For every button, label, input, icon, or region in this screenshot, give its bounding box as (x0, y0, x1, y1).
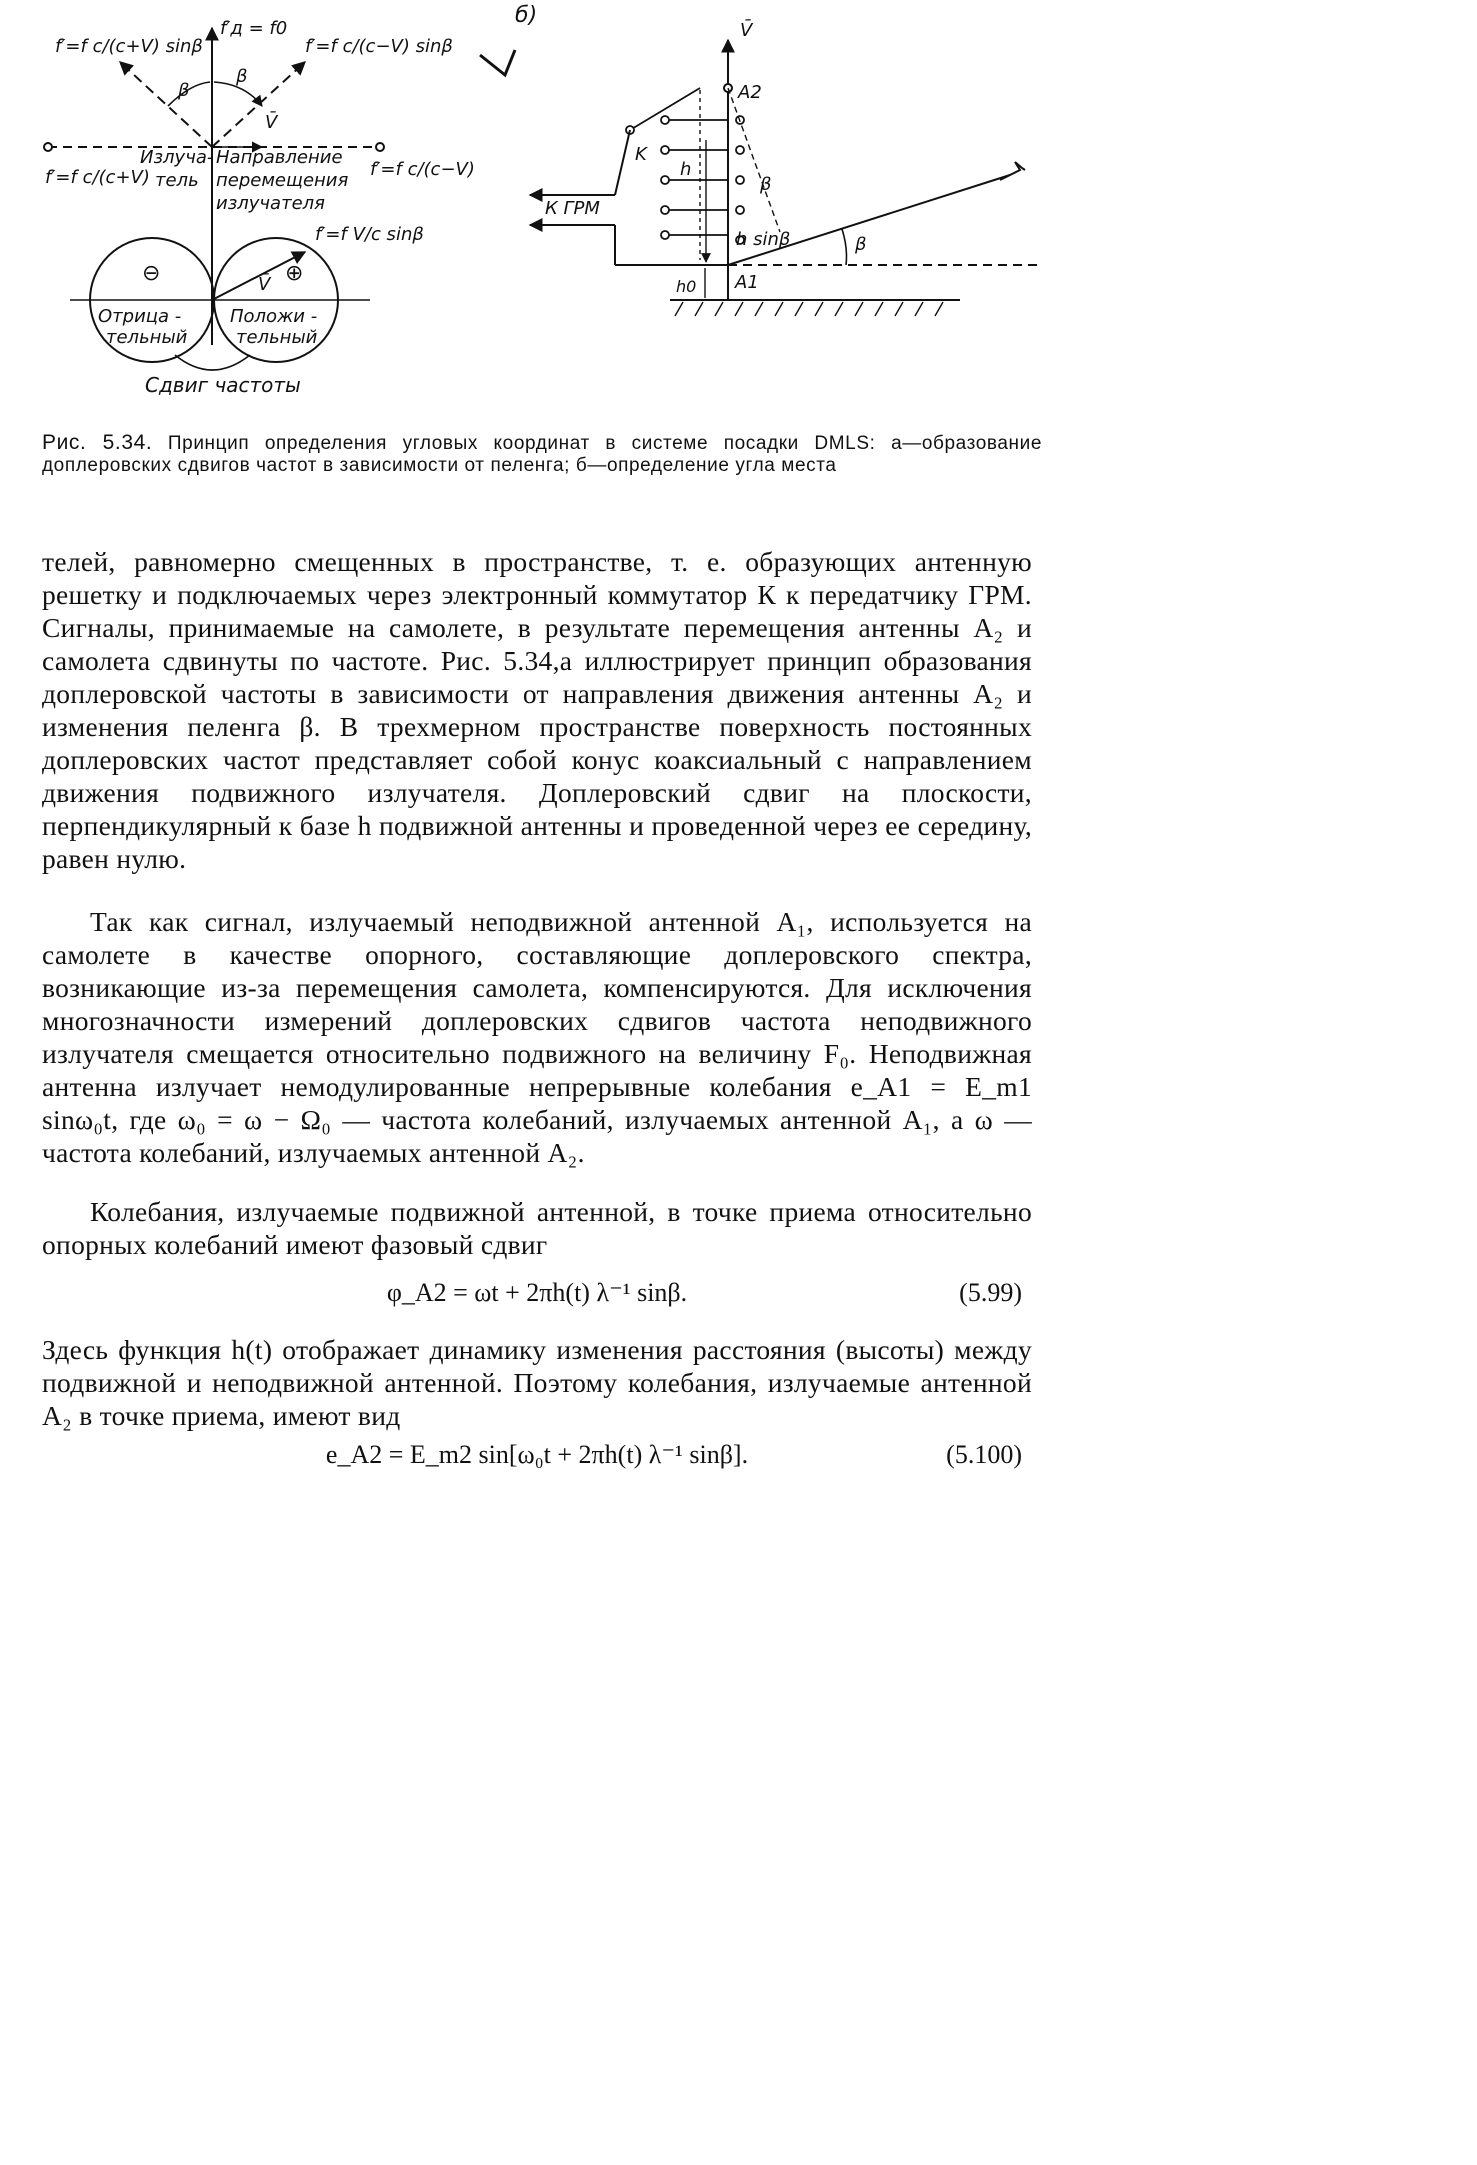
negative-line1: Отрица - (98, 306, 182, 327)
direction-line2: перемещения (216, 170, 349, 191)
k-label: K (635, 144, 647, 165)
h-label: h (680, 159, 692, 180)
equation-5-100 (42, 1440, 1032, 1480)
label-right-oblique: f′=f c/(c−V) sinβ (305, 36, 453, 57)
label-left-oblique: f′=f c/(c+V) sinβ (55, 36, 203, 57)
caption-text: Принцип определения угловых координат в системе посадки DMLS: а—образование доплеровских сдвигов частот в зависимости от пеленга; б—определение угла места (42, 433, 1042, 476)
paragraph-2-text: Так как сигнал, излучаемый неподвижной антенной A₁, используется на самолете в качестве опорного, составляющие доплеровского спектра, возникающие из-за перемещения самолета, компенсируются. Для исключения многозначности измерений доплеровских сдвигов частота неподвижного излучателя смещается относительно подвижного на величину F₀. Неподвижная антенна излучает немодулированные непрерывные колебания e_A1 = E_m1 sinω₀t, где ω₀ = ω − Ω₀ — частота колебаний, излучаемых антенной A₁, а ω — частота колебаний, излучаемых антенной A₂. (42, 906, 1032, 1168)
label-left-horizontal: f′=f c/(c+V) (45, 167, 150, 188)
beta-left: β (178, 80, 190, 101)
label-bottom-right: f′=f V/c sinβ (315, 224, 424, 245)
equation-5-99 (42, 1278, 1032, 1318)
paragraph-4-text: Здесь функция h(t) отображает динамику изменения расстояния (высоты) между подвижной и неподвижной антенной. Поэтому колебания, излучаемые антенной A₂ в точке приема, имеют вид (42, 1334, 1032, 1431)
paragraph-1-text: телей, равномерно смещенных в пространстве, т. е. образующих антенную решетку и подключаемых через электронный коммутатор К к передатчику ГРМ. Сигналы, принимаемые на самолете, в результате перемещения антенны A₂ и самолета сдвинуты по частоте. Рис. 5.34,а иллюстрирует принцип образования доплеровской частоты в зависимости от направления движения антенны A₂ и изменения пеленга β. В трехмерном пространстве поверхность постоянных доплеровских частот представляет собой конус коаксиальный с направлением движения подвижного излучателя. Доплеровский сдвиг на плоскости, перпендикулярный к базе h подвижной антенны и проведенной через ее середину, равен нулю. (42, 546, 1032, 874)
beta-angle-label: β (855, 234, 867, 255)
label-fd: f′д = f0 (220, 18, 288, 39)
emitter-line2: тель (155, 170, 199, 191)
negative-line2: тельный (106, 327, 188, 348)
equation-5-99-number: (5.99) (959, 1278, 1022, 1307)
figure-caption (42, 432, 1042, 477)
left-diagonal (120, 62, 212, 147)
paragraph-2 (42, 905, 1032, 1169)
positive-line2: тельный (236, 327, 318, 348)
equation-5-99-formula: φ_A2 = ωt + 2πh(t) λ⁻¹ sinβ. (386, 1278, 688, 1307)
direction-line1: Направление (216, 147, 343, 168)
figure-number: Рис. 5.34. (42, 431, 153, 454)
beta-right: β (236, 66, 248, 87)
panel-label-b: б) (515, 3, 538, 28)
hsin-label: h sinβ (736, 229, 791, 250)
v-label-a: V̄ (265, 112, 278, 133)
grm-label: К ГРМ (545, 198, 600, 219)
label-right-horizontal: f′=f c/(c−V) (370, 159, 475, 180)
paragraph-1 (42, 545, 1032, 875)
equation-5-100-number: (5.100) (946, 1440, 1022, 1469)
emitter-line1: Излуча- (140, 147, 214, 168)
figure-5-34 (0, 0, 1077, 420)
a2-label: A2 (738, 82, 762, 103)
paragraph-4 (42, 1333, 1032, 1432)
plus-sign: ⊕ (285, 261, 304, 286)
positive-line1: Положи - (230, 306, 318, 327)
shift-label: Сдвиг частоты (145, 373, 301, 397)
right-diagonal (212, 62, 305, 147)
v-label-b: V̄ (740, 20, 753, 41)
beta-label-b: β (760, 174, 772, 195)
v-circle-label: V̄ (258, 274, 271, 295)
direction-line3: излучателя (216, 193, 325, 214)
equation-5-100-formula: e_A2 = E_m2 sin[ω₀t + 2πh(t) λ⁻¹ sinβ]. (325, 1440, 749, 1469)
a1-label: A1 (735, 272, 759, 293)
figure-part-a-labels (45, 18, 475, 397)
paragraph-3-text: Колебания, излучаемые подвижной антенной, в точке приема относительно опорных колебаний имеют фазовый сдвиг (42, 1196, 1032, 1260)
paragraph-3 (42, 1195, 1032, 1261)
minus-sign: ⊖ (142, 261, 161, 286)
figure-part-a (44, 28, 384, 370)
h0-label: h0 (676, 277, 697, 296)
